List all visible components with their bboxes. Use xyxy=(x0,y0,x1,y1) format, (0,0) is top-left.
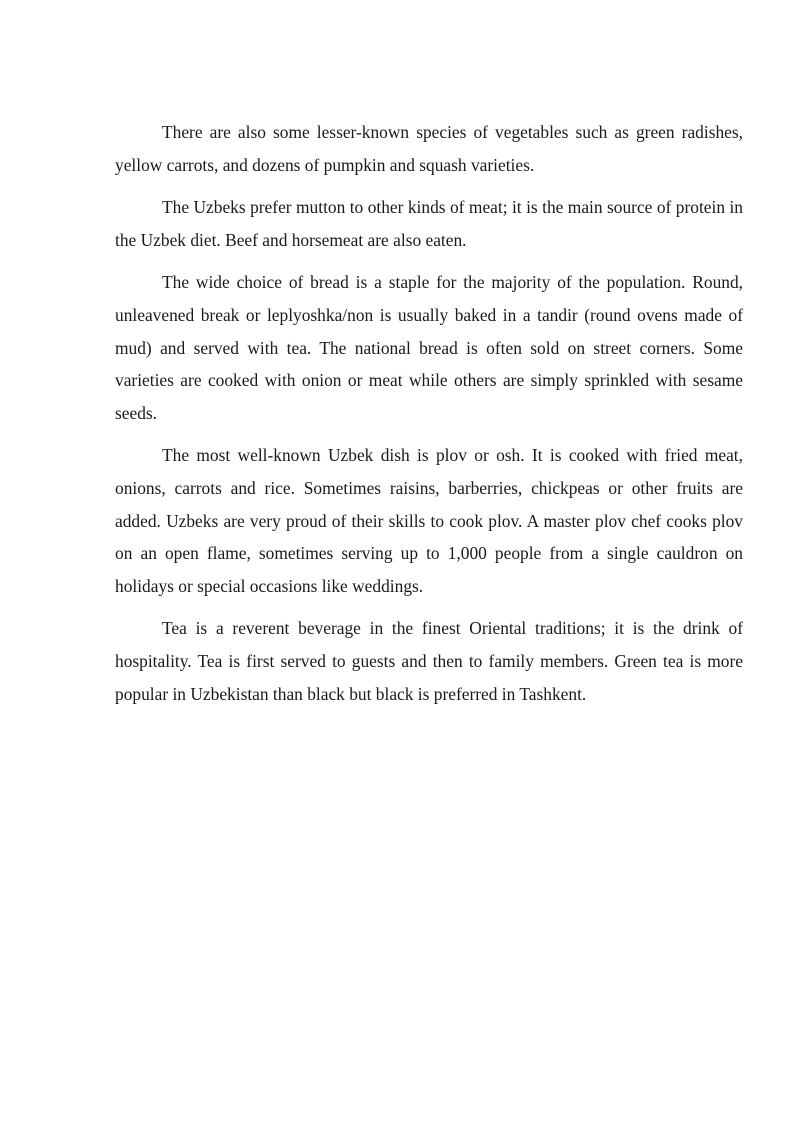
paragraph-plov: The most well-known Uzbek dish is plov or osh. It is cooked with fried meat, onions, carrots and rice. Sometimes raisins, barberries, chickpeas or other fruits are added. Uzbeks are very proud of their skills to cook plov. A master plov chef cooks plov on an open flame, sometimes serving up to 1,000 people from a single cauldron on holidays or special occasions like weddings. xyxy=(115,445,743,596)
paragraph-bread: The wide choice of bread is a staple for the majority of the population. Round, unleavened break or leplyoshka/non is usually baked in a tandir (round ovens made of mud) and served with tea. The national bread is often sold on street corners. Some varieties are cooked with onion or meat while others are simply sprinkled with sesame seeds. xyxy=(115,272,743,423)
paragraph-tea: Tea is a reverent beverage in the finest Oriental traditions; it is the drink of hospitality. Tea is first served to guests and then to family members. Green tea is more popular in Uzbekistan than black but black is preferred in Tashkent. xyxy=(115,618,743,704)
paragraph-meat: The Uzbeks prefer mutton to other kinds of meat; it is the main source of protein in the Uzbek diet. Beef and horsemeat are also eaten. xyxy=(115,197,743,250)
document-body xyxy=(115,116,743,720)
paragraph-vegetables: There are also some lesser-known species of vegetables such as green radishes, yellow carrots, and dozens of pumpkin and squash varieties. xyxy=(115,122,743,175)
